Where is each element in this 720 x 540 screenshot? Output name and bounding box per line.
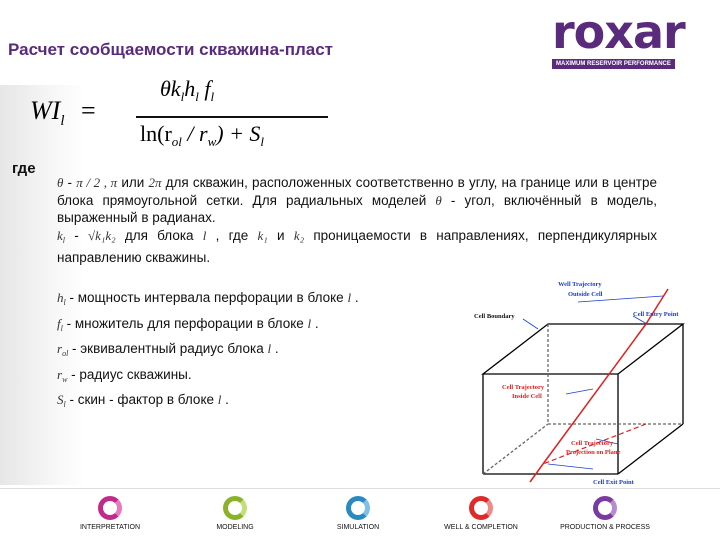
well-trajectory-line — [646, 289, 668, 324]
formula-denominator: $\ln(r_{ol} / r_w) + S_l$ — [140, 121, 265, 149]
definition-item: $r_w$ - радиус скважины. — [57, 366, 192, 384]
nav-simulation[interactable]: SIMULATION — [293, 496, 423, 531]
label-projection-on-plane: Projection on Plane — [566, 449, 621, 456]
nav-interpretation[interactable]: INTERPRETATION — [45, 496, 175, 531]
definition-item: $h_l$ - мощность интервала перфорации в блоке l . — [57, 290, 359, 307]
label-inside-cell: Inside Cell — [512, 393, 542, 400]
footer-divider — [0, 488, 720, 489]
definitions-list — [57, 290, 359, 418]
label-cell-entry-point: Cell Entry Point — [633, 311, 679, 318]
label-well-trajectory: Well Trajectory — [558, 281, 602, 288]
simulation-icon — [346, 496, 370, 520]
definition-item: $r_{ol}$ - эквивалентный радиус блока l . — [57, 341, 279, 358]
nav-production-process[interactable]: PRODUCTION & PROCESS — [540, 496, 670, 531]
well-completion-icon — [469, 496, 493, 520]
label-cell-exit-point: Cell Exit Point — [593, 479, 634, 486]
well-index-formula — [30, 68, 350, 168]
interpretation-icon — [98, 496, 122, 520]
fraction-bar — [136, 116, 328, 118]
logo-tagline: MAXIMUM RESERVOIR PERFORMANCE — [552, 59, 675, 69]
diagram-svg — [468, 274, 708, 488]
where-label: где — [12, 160, 36, 177]
modeling-icon — [223, 496, 247, 520]
nav-modeling[interactable]: MODELING — [170, 496, 300, 531]
label-cell-trajectory: Cell Trajectory — [502, 384, 545, 391]
cell-trajectory-diagram — [468, 274, 708, 488]
footer-nav — [0, 488, 720, 540]
formula-numerator: $\theta k_lh_l$ $f_l$ — [160, 76, 215, 104]
roxar-logo — [552, 5, 698, 68]
formula-lhs: $WI_l$ = — [30, 96, 96, 129]
definition-item: $S_l$ - скин - фактор в блоке l . — [57, 392, 229, 409]
label-cell-boundary: Cell Boundary — [474, 313, 515, 320]
definition-item: $f_l$ - множитель для перфорации в блоке l . — [57, 315, 319, 333]
well-trajectory-exit — [530, 464, 543, 482]
label-cell-trajectory-projection: Cell Trajectory — [571, 440, 614, 447]
nav-well-completion[interactable]: WELL & COMPLETION — [416, 496, 546, 531]
label-outside-cell: Outside Cell — [568, 291, 603, 298]
description-paragraph: θ - π / 2 , π или 2π для скважин, расположенных соответственно в углу, на границе или в центре блока прямоугольной сетки. Для радиальных моделей θ - угол, включённый в модель, выраженный в радианах. $k_l - √k_1k_2$ для блока l , где k₁ и k₂ проницаемости в направлениях, перпендикулярных направлению скважины. — [57, 175, 657, 265]
logo-wordmark: roxar — [552, 5, 685, 59]
production-process-icon — [593, 496, 617, 520]
slide-title: Расчет сообщаемости скважина-пласт — [8, 40, 333, 59]
